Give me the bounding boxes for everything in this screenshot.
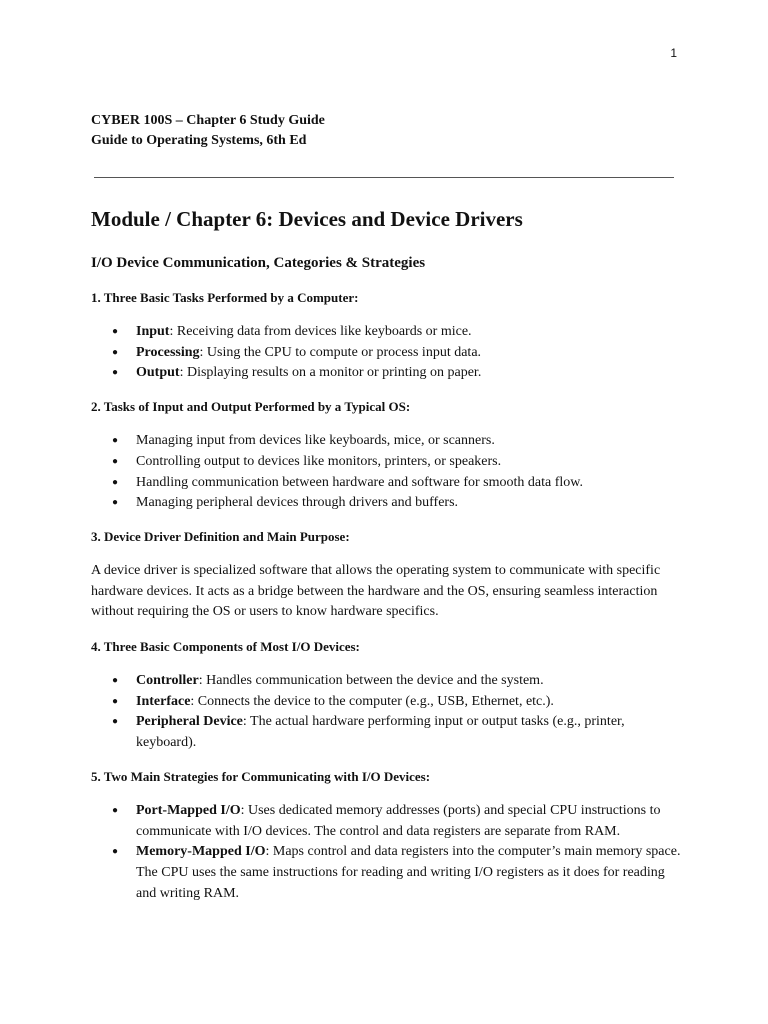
- definition: : Maps control and data registers into the computer’s main memory space. The CPU uses the same instructions for reading and writing I/O registers as it does for reading and writing RAM.: [136, 844, 681, 901]
- list-item: [136, 801, 683, 842]
- document-header: [91, 111, 325, 151]
- textbook-title: Guide to Operating Systems, 6th Ed: [91, 133, 307, 148]
- paragraph: A device driver is specialized software that allows the operating system to communicate with specific hardware devices. It acts as a bridge between the hardware and the OS, ensuring seamless interaction without requiring the OS or users to know hardware specifics.: [91, 562, 661, 620]
- definition: : Displaying results on a monitor or printing on paper.: [179, 365, 482, 381]
- list-item: [136, 322, 683, 343]
- bullet-list: [91, 322, 683, 384]
- list-item: [136, 842, 683, 904]
- definition: : Uses dedicated memory addresses (ports) and special CPU instructions to communicate with I/O devices. The control and data registers are separate from RAM.: [136, 802, 661, 839]
- section-heading: 3. Device Driver Definition and Main Purpose:: [91, 528, 350, 544]
- term: Memory-Mapped I/O: [136, 844, 266, 860]
- definition: : Connects the device to the computer (e.g., USB, Ethernet, etc.).: [190, 693, 554, 709]
- definition: : Using the CPU to compute or process input data.: [199, 344, 482, 360]
- list-item: [136, 671, 683, 692]
- bullet-list: [91, 801, 683, 905]
- section-heading: 5. Two Main Strategies for Communicating with I/O Devices:: [91, 768, 431, 784]
- bullet-list: [91, 431, 683, 514]
- list-item: ● Handling communication between hardware and software for smooth data flow.: [136, 473, 683, 494]
- term: Processing: [136, 344, 200, 360]
- page-number: 1: [670, 46, 677, 60]
- section-heading: 2. Tasks of Input and Output Performed by a Typical OS:: [91, 399, 411, 415]
- chapter-title: Module / Chapter 6: Devices and Device Drivers: [91, 207, 523, 231]
- term: Port-Mapped I/O: [136, 802, 241, 818]
- section-heading: 4. Three Basic Components of Most I/O Devices:: [91, 639, 360, 655]
- definition: : The actual hardware performing input or output tasks (e.g., printer, keyboard).: [136, 714, 625, 751]
- document-body: [91, 204, 683, 917]
- section-heading: 1. Three Basic Tasks Performed by a Computer:: [91, 290, 359, 305]
- list-item: ● Controlling output to devices like monitors, printers, or speakers.: [136, 452, 683, 473]
- term: Output: [136, 365, 180, 381]
- list-item: [136, 712, 683, 753]
- horizontal-divider: [94, 177, 674, 178]
- list-item: [136, 343, 683, 364]
- list-item: [136, 692, 683, 713]
- term: Controller: [136, 673, 199, 689]
- list-item: [136, 363, 683, 384]
- definition: : Handles communication between the device and the system.: [198, 673, 544, 689]
- list-item: ● Managing input from devices like keyboards, mice, or scanners.: [136, 431, 683, 452]
- list-item: ● Managing peripheral devices through drivers and buffers.: [136, 493, 683, 514]
- section-subtitle: I/O Device Communication, Categories & Strategies: [91, 255, 426, 271]
- course-title: CYBER 100S – Chapter 6 Study Guide: [91, 113, 325, 128]
- definition: : Receiving data from devices like keyboards or mice.: [169, 324, 472, 339]
- term: Input: [136, 324, 170, 339]
- term: Interface: [136, 693, 191, 709]
- term: Peripheral Device: [136, 714, 243, 730]
- bullet-list: [91, 671, 683, 754]
